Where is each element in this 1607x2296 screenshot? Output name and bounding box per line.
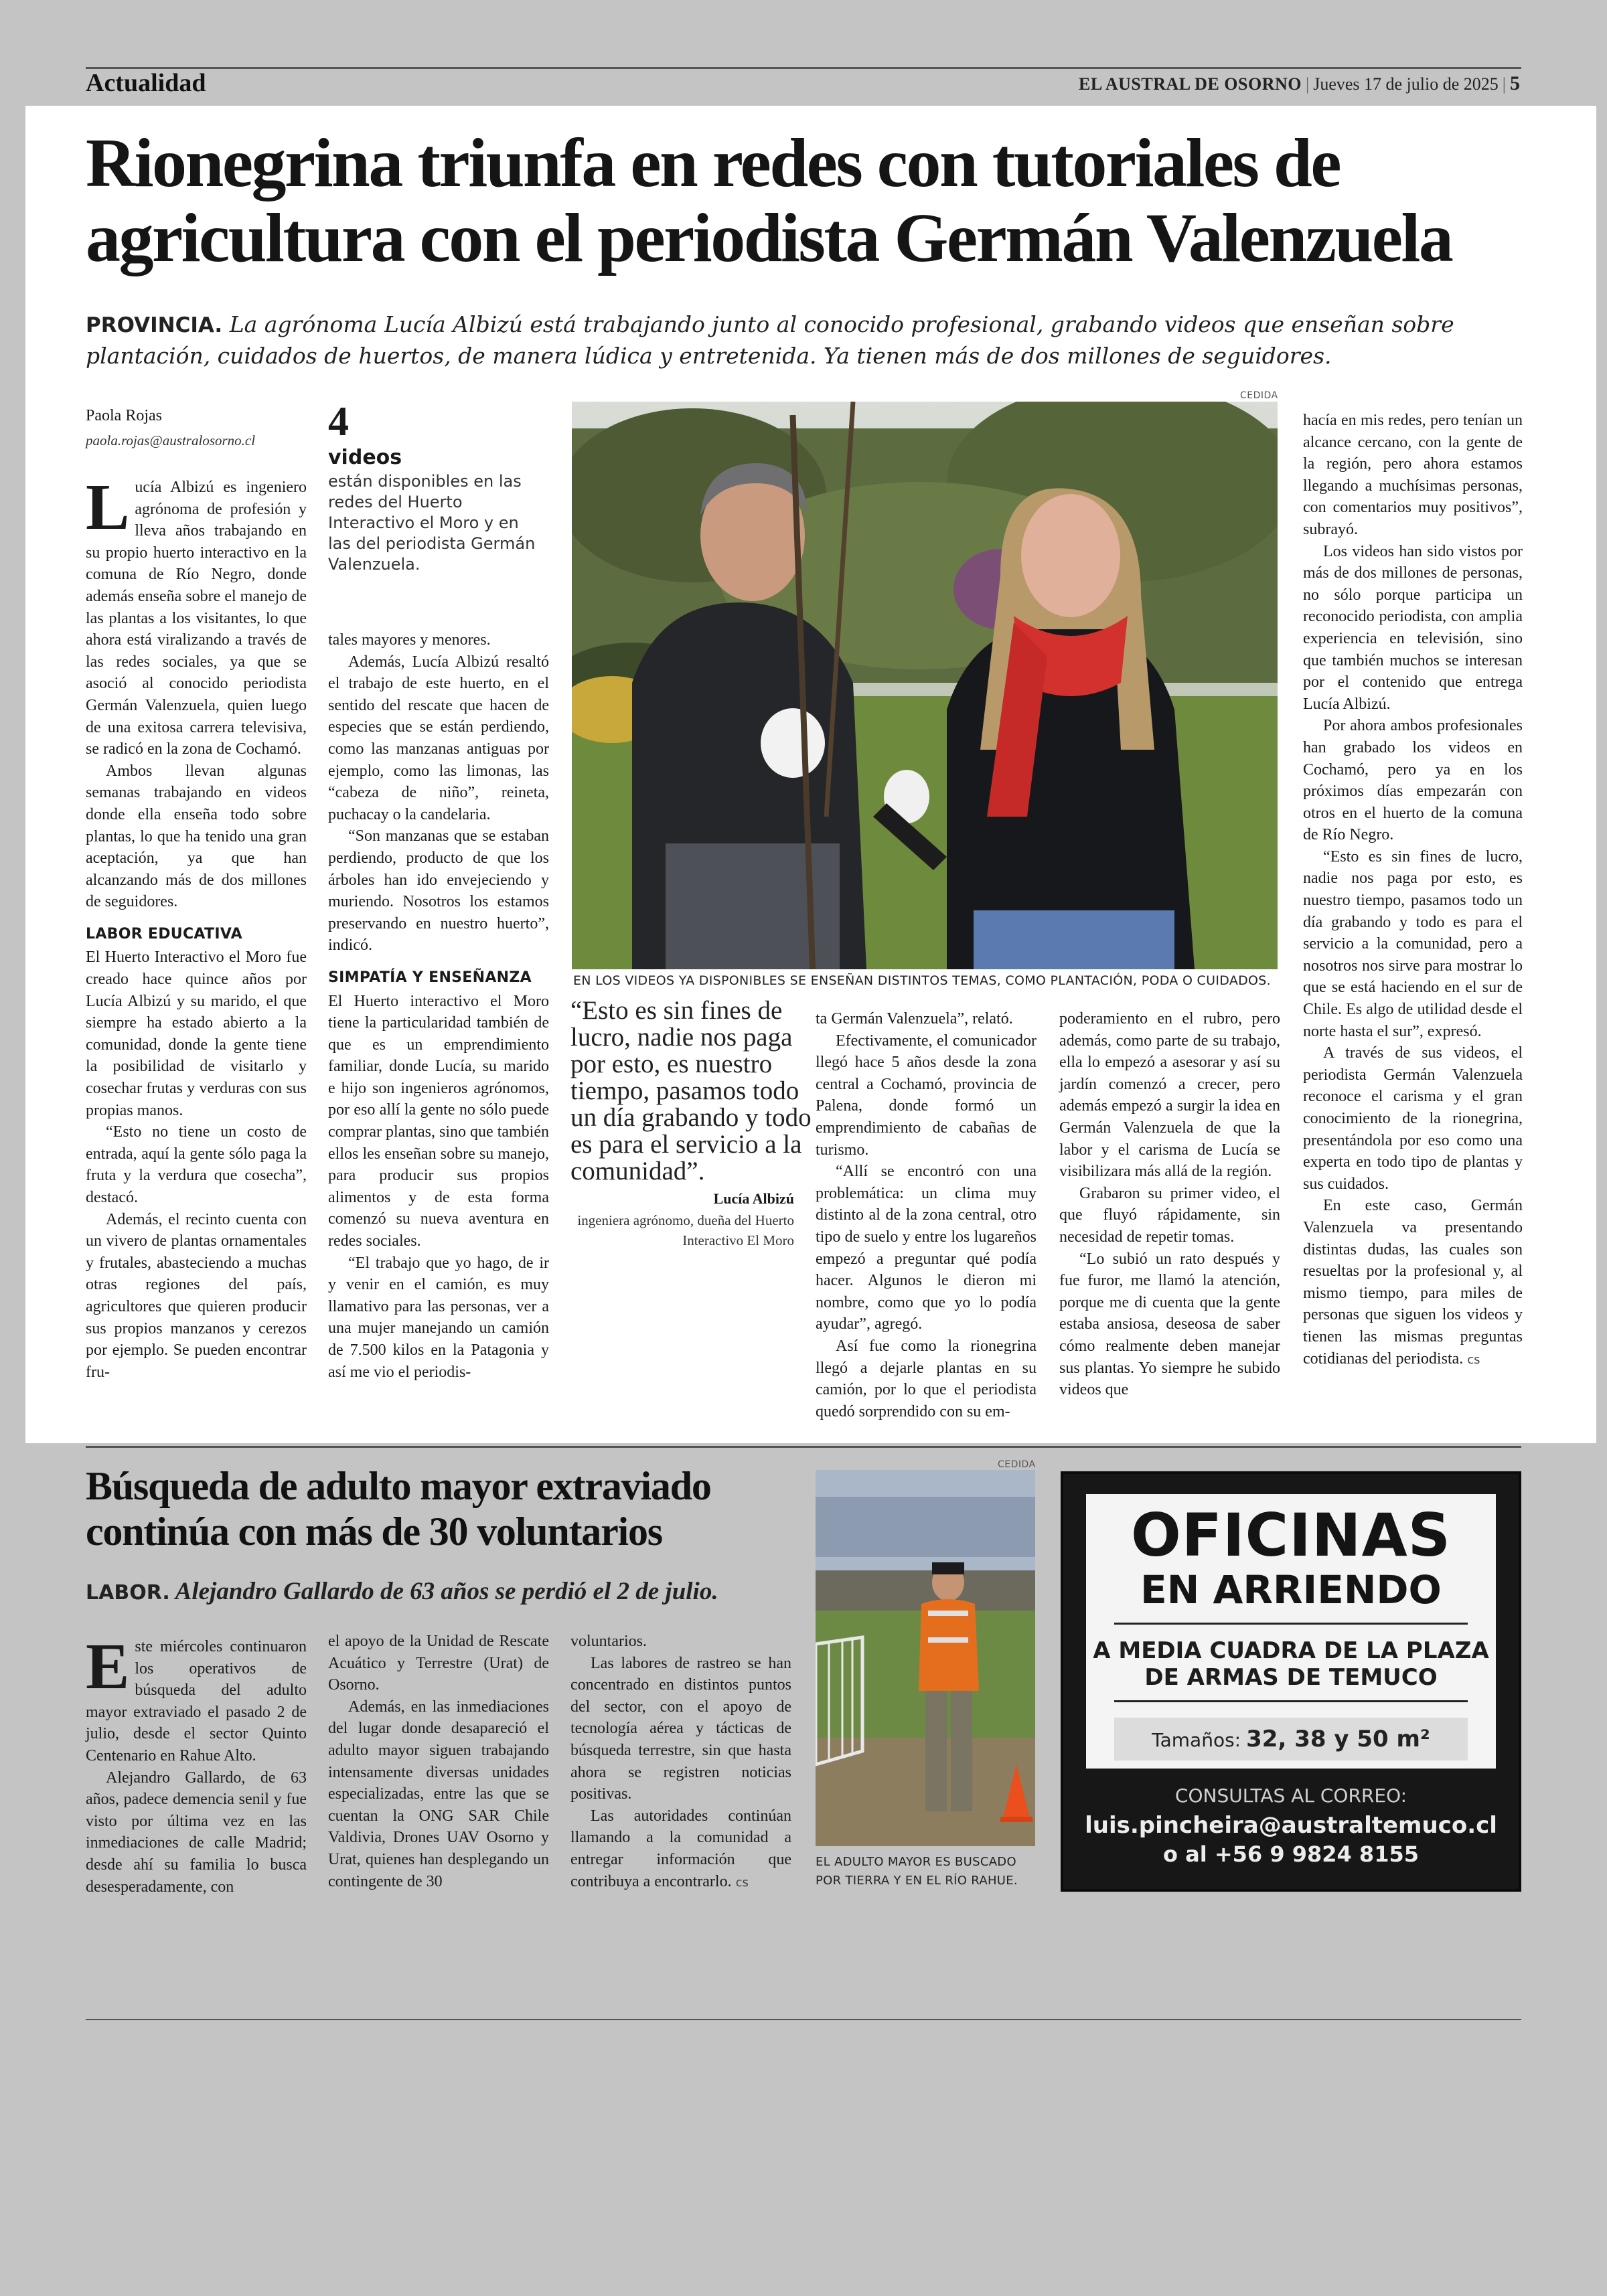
paragraph: el apoyo de la Unidad de Rescate Acuático y Terrestre (Urat) de Osorno. (328, 1633, 549, 1694)
paragraph: Grabaron su primer video, el que fluyó rápidamente, sin necesidad de repetir tomas. (1059, 1184, 1280, 1246)
stat-unit: videos (328, 446, 402, 469)
second-photo-caption: EL ADULTO MAYOR ES BUSCADO POR TIERRA Y EN EL RÍO RAHUE. (816, 1855, 1018, 1888)
ad-title: OFICINAS (1130, 1501, 1452, 1570)
photo-credit: CEDIDA (1240, 390, 1278, 401)
second-article-column-1 (86, 1631, 307, 1898)
paragraph: “Lo subió un rato después y fue furor, me llamó la atención, porque me di cuenta que la gente estaba ansiosa, deseosa de saber cómo realmente deben manejar sus plantas. Yo siempre he subido videos que (1059, 1250, 1280, 1399)
photo-illustration (572, 402, 1278, 969)
paragraph: “Allí se encontró con una problemática: un clima muy distinto al de la zona central, otro tipo de suelo y entre los lugareños empezó a preguntar qué podía hacer. Algunos le dieron mi nombre, como que yo lo podía ayudar”, agregó. (816, 1163, 1037, 1333)
section-label: Actualidad (86, 69, 206, 97)
paragraph: Alejandro Gallardo, de 63 años, padece demencia senil y fue visto por última vez en las inmediaciones de calle Madrid; desde ahí su familia lo busca desesperadamente, con (86, 1769, 307, 1896)
publication-date: Jueves 17 de julio de 2025 (1313, 74, 1499, 94)
second-article-deck (86, 1577, 822, 1606)
quote-author: Lucía Albizú (713, 1190, 794, 1207)
photo-credit: CEDIDA (998, 1459, 1036, 1470)
paragraph: “Son manzanas que se estaban perdiendo, producto de que los árboles han ido envejeciendo y muriendo. Nosotros los estamos preservando en nuestro huerto”, indicó. (328, 827, 549, 955)
paragraph: Efectivamente, el comunicador llegó hace 5 años desde la zona central a Cochamó, provincia de Palena, donde formó un emprendimiento de cabañas de turismo. (816, 1032, 1037, 1159)
drop-cap: E (86, 1631, 130, 1703)
publication-line: EL AUSTRAL DE OSORNO | Jueves 17 de julio de 2025 | 5 (1079, 72, 1520, 94)
paragraph: ta Germán Valenzuela”, relató. (816, 1010, 1013, 1028)
article-column-4 (1059, 1008, 1280, 1401)
byline-email[interactable]: paola.rojas@australosorno.cl (86, 432, 256, 448)
paragraph: voluntarios. (570, 1633, 647, 1650)
ad-contact (1063, 1785, 1519, 1867)
section-separator (86, 1446, 1521, 1448)
paragraph: Los videos han sido vistos por más de dos millones de personas, no sólo porque participa un reconocido periodista, con amplia experiencia en televisión, sino que también muchos se interesan por el contenido que entrega Lucía Albizú. (1303, 542, 1523, 713)
paragraph: “Esto es sin fines de lucro, nadie nos paga por esto, es nuestro tiempo, pasamos todo un día grabando y todo es para el servicio a la comunidad, pero a nosotros nos sirve para mostrar lo que se está haciendo en el sur de Chile. Es algo de utilidad desde el norte hasta el sur”, expresó. (1303, 847, 1523, 1040)
page-number: 5 (1510, 72, 1520, 94)
second-article-column-2 (328, 1631, 549, 1892)
paragraph: Además, Lucía Albizú resaltó el trabajo de este huerto, en el sentido del rescate que hacen de especies que se están perdiendo, como las manzanas antiguas por ejemplo, como las limonas, las “cabeza de niño”, reineta, puchacay o la candelaria. (328, 653, 549, 823)
stat-text: están disponibles en las redes del Huerto Interactivo el Moro y en las del periodista Germán Valenzuela. (328, 472, 536, 574)
ad-phone[interactable]: o al +56 9 9824 8155 (1163, 1841, 1419, 1867)
paragraph: El Huerto interactivo el Moro tiene la particularidad también de que es un emprendimiento familiar, donde Lucía, su marido e hijo son ingenieros agrónomos, por eso allí la gente no sólo puede comprar plantas, sino que también ellos les enseñan sobre su manejo, para producir sus propios alimentos y de esta forma comenzó su nueva aventura en redes sociales. (328, 992, 549, 1250)
deck-kicker: PROVINCIA. (86, 313, 223, 337)
publication-name: EL AUSTRAL DE OSORNO (1079, 74, 1302, 94)
paragraph: poderamiento en el rubro, pero además, como parte de su trabajo, ella lo empezó a asesorar y así su jardín comenzó a crecer, pero además empezó a surgir la idea en Germán Valenzuela de que la labor y el carisma de Lucía se visibilizara más allá de la región. (1059, 1010, 1280, 1181)
paragraph: Así fue como la rionegrina llegó a dejarle plantas en su camión, por lo que el periodista quedó sorprendido con su em- (816, 1337, 1037, 1420)
end-mark: cs (1467, 1352, 1480, 1367)
ad-divider (1114, 1623, 1468, 1625)
drop-cap: L (86, 471, 130, 544)
second-article-photo (816, 1470, 1035, 1846)
paragraph: “Esto no tiene un costo de entrada, aquí la gente sólo paga la fruta y la verdura que cosecha”, destacó. (86, 1123, 307, 1206)
paragraph: tales mayores y menores. (328, 631, 491, 649)
photo-illustration (816, 1470, 1035, 1846)
paragraph: hacía en mis redes, pero tenían un alcance cercano, con la gente de la región, pero ahora estamos llegando a muchísimas personas, con comentarios muy positivos”, subrayó. (1303, 412, 1523, 538)
article-headline: Rionegrina triunfa en redes con tutoriales de agricultura con el periodista Germán Valenzuela (86, 125, 1452, 276)
byline-author: Paola Rojas (86, 407, 162, 424)
ad-subtitle: EN ARRIENDO (1140, 1567, 1442, 1613)
ad-sizes (1114, 1718, 1468, 1760)
article-photo (572, 402, 1278, 969)
office-rental-ad[interactable] (1061, 1471, 1521, 1892)
ad-inner-panel (1086, 1494, 1496, 1769)
paragraph: A través de sus videos, el periodista Germán Valenzuela reconoce el carisma y el gran conocimiento de la rionegrina, presentándola por eso como una experta en todo tipo de plantas y sus cuidados. (1303, 1044, 1523, 1193)
second-article-headline: Búsqueda de adulto mayor extraviado continúa con más de 30 voluntarios (86, 1464, 711, 1554)
subheading-simpatia: SIMPATÍA Y ENSEÑANZA (328, 969, 532, 986)
paragraph: El Huerto Interactivo el Moro fue creado hace quince años por Lucía Albizú y su marido, el que siempre ha estado abierto a la comunidad, donde la gente tiene la posibilidad de visitarlo y cosechar frutas y verduras con sus propias manos. (86, 949, 307, 1119)
end-mark: cs (735, 1875, 749, 1890)
article-column-1 (86, 471, 307, 1383)
pull-quote: “Esto es sin fines de lucro, nadie nos paga por esto, es nuestro tiempo, pasamos todo un día grabando y todo es para el servicio a la comunidad”. (570, 996, 812, 1185)
second-article-column-3 (570, 1631, 791, 1894)
paragraph: Por ahora ambos profesionales han grabado los videos en Cochamó, pero ya en los próximos días empezarán con otros en el huerto de la comuna de Río Negro. (1303, 717, 1523, 844)
header-rule (86, 67, 1521, 69)
ad-location: A MEDIA CUADRA DE LA PLAZA DE ARMAS DE TEMUCO (1093, 1637, 1489, 1691)
paragraph: Además, el recinto cuenta con un vivero de plantas ornamentales y frutales, abasteciendo a muchas otras regiones del país, agricultores que quieren producir sus propios manzanos y cerezos por ejemplo. Se pueden encontrar fru- (86, 1210, 307, 1381)
stat-number: 4 (328, 399, 349, 444)
ad-email[interactable]: luis.pincheira@australtemuco.cl (1085, 1812, 1497, 1839)
paragraph: Las autoridades continúan llamando a la comunidad a entregar información que contribuya a encontrarlo. cs (570, 1807, 791, 1890)
paragraph: “El trabajo que yo hago, de ir y venir en el camión, es muy llamativo para las personas, ver a una mujer manejando un camión de 7.500 kilos en la Patagonia y así me vio el periodis- (328, 1254, 549, 1381)
article-column-2 (328, 629, 549, 1383)
paragraph: Ambos llevan algunas semanas trabajando en videos donde ella enseña todo sobre plantas, lo que ha tenido una gran aceptación, ya que han alcanzando más de dos millones de seguidores. (86, 762, 307, 911)
deck-text: La agrónoma Lucía Albizú está trabajando junto al conocido profesional, grabando videos que enseñan sobre plantación, cuidados de huertos, de manera lúdica y entretenida. Ya tienen más de dos millones de seguidores. (86, 311, 1454, 369)
photo-caption: EN LOS VIDEOS YA DISPONIBLES SE ENSEÑAN DISTINTOS TEMAS, COMO PLANTACIÓN, PODA O CUIDADOS. (573, 973, 1272, 988)
deck-text: Alejandro Gallardo de 63 años se perdió el 2 de julio. (175, 1578, 718, 1605)
subheading-labor-educativa: LABOR EDUCATIVA (86, 925, 242, 942)
paragraph: Además, en las inmediaciones del lugar donde desapareció el adulto mayor siguen trabajando intensamente diversas unidades especializadas, entre las que se cuentan la ONG SAR Chile Valdivia, Drones UAV Osorno y Urat, quienes han desplegando un contingente de 30 (328, 1698, 549, 1890)
paragraph: Lucía Albizú es ingeniero agrónoma de profesión y lleva años trabajando en su propio huerto interactivo en la comuna de Río Negro, donde además enseña sobre el manejo de las plantas a los visitantes, lo que ahora está viralizando a través de las redes sociales, ya que se asoció al conocido periodista Germán Valenzuela, quien luego de una exitosa carrera televisiva, se radicó en la zona de Cochamó. (86, 471, 307, 758)
article-column-5 (1303, 410, 1523, 1371)
paragraph: En este caso, Germán Valenzuela va presentando distintas dudas, las cuales son resueltas por la profesional y, al mismo tiempo, para miles de personas que siguen los videos y tienen las mismas preguntas cotidianas del periodista. cs (1303, 1197, 1523, 1368)
quote-role: ingeniera agrónomo, dueña del Huerto Interactivo El Moro (577, 1212, 794, 1248)
paragraph: Las labores de rastreo se han concentrado en distintos puntos del sector, con el apoyo de tecnología aérea y tácticas de búsqueda terrestre, sin que hasta ahora se registren noticias positivas. (570, 1654, 791, 1803)
bottom-separator (86, 2019, 1521, 2020)
deck-kicker: LABOR. (86, 1581, 170, 1605)
article-deck (86, 309, 1545, 372)
article-column-3 (816, 1008, 1037, 1422)
ad-sizes-label: Tamaños: (1152, 1729, 1241, 1751)
paragraph: Este miércoles continuaron los operativos de búsqueda del adulto mayor extraviado el pasado 2 de julio, desde el sector Quinto Centenario en Rahue Alto. (86, 1631, 307, 1765)
ad-contact-label: CONSULTAS AL CORREO: (1174, 1785, 1407, 1807)
ad-divider (1114, 1700, 1468, 1702)
ad-sizes-value: 32, 38 y 50 m² (1246, 1726, 1430, 1752)
